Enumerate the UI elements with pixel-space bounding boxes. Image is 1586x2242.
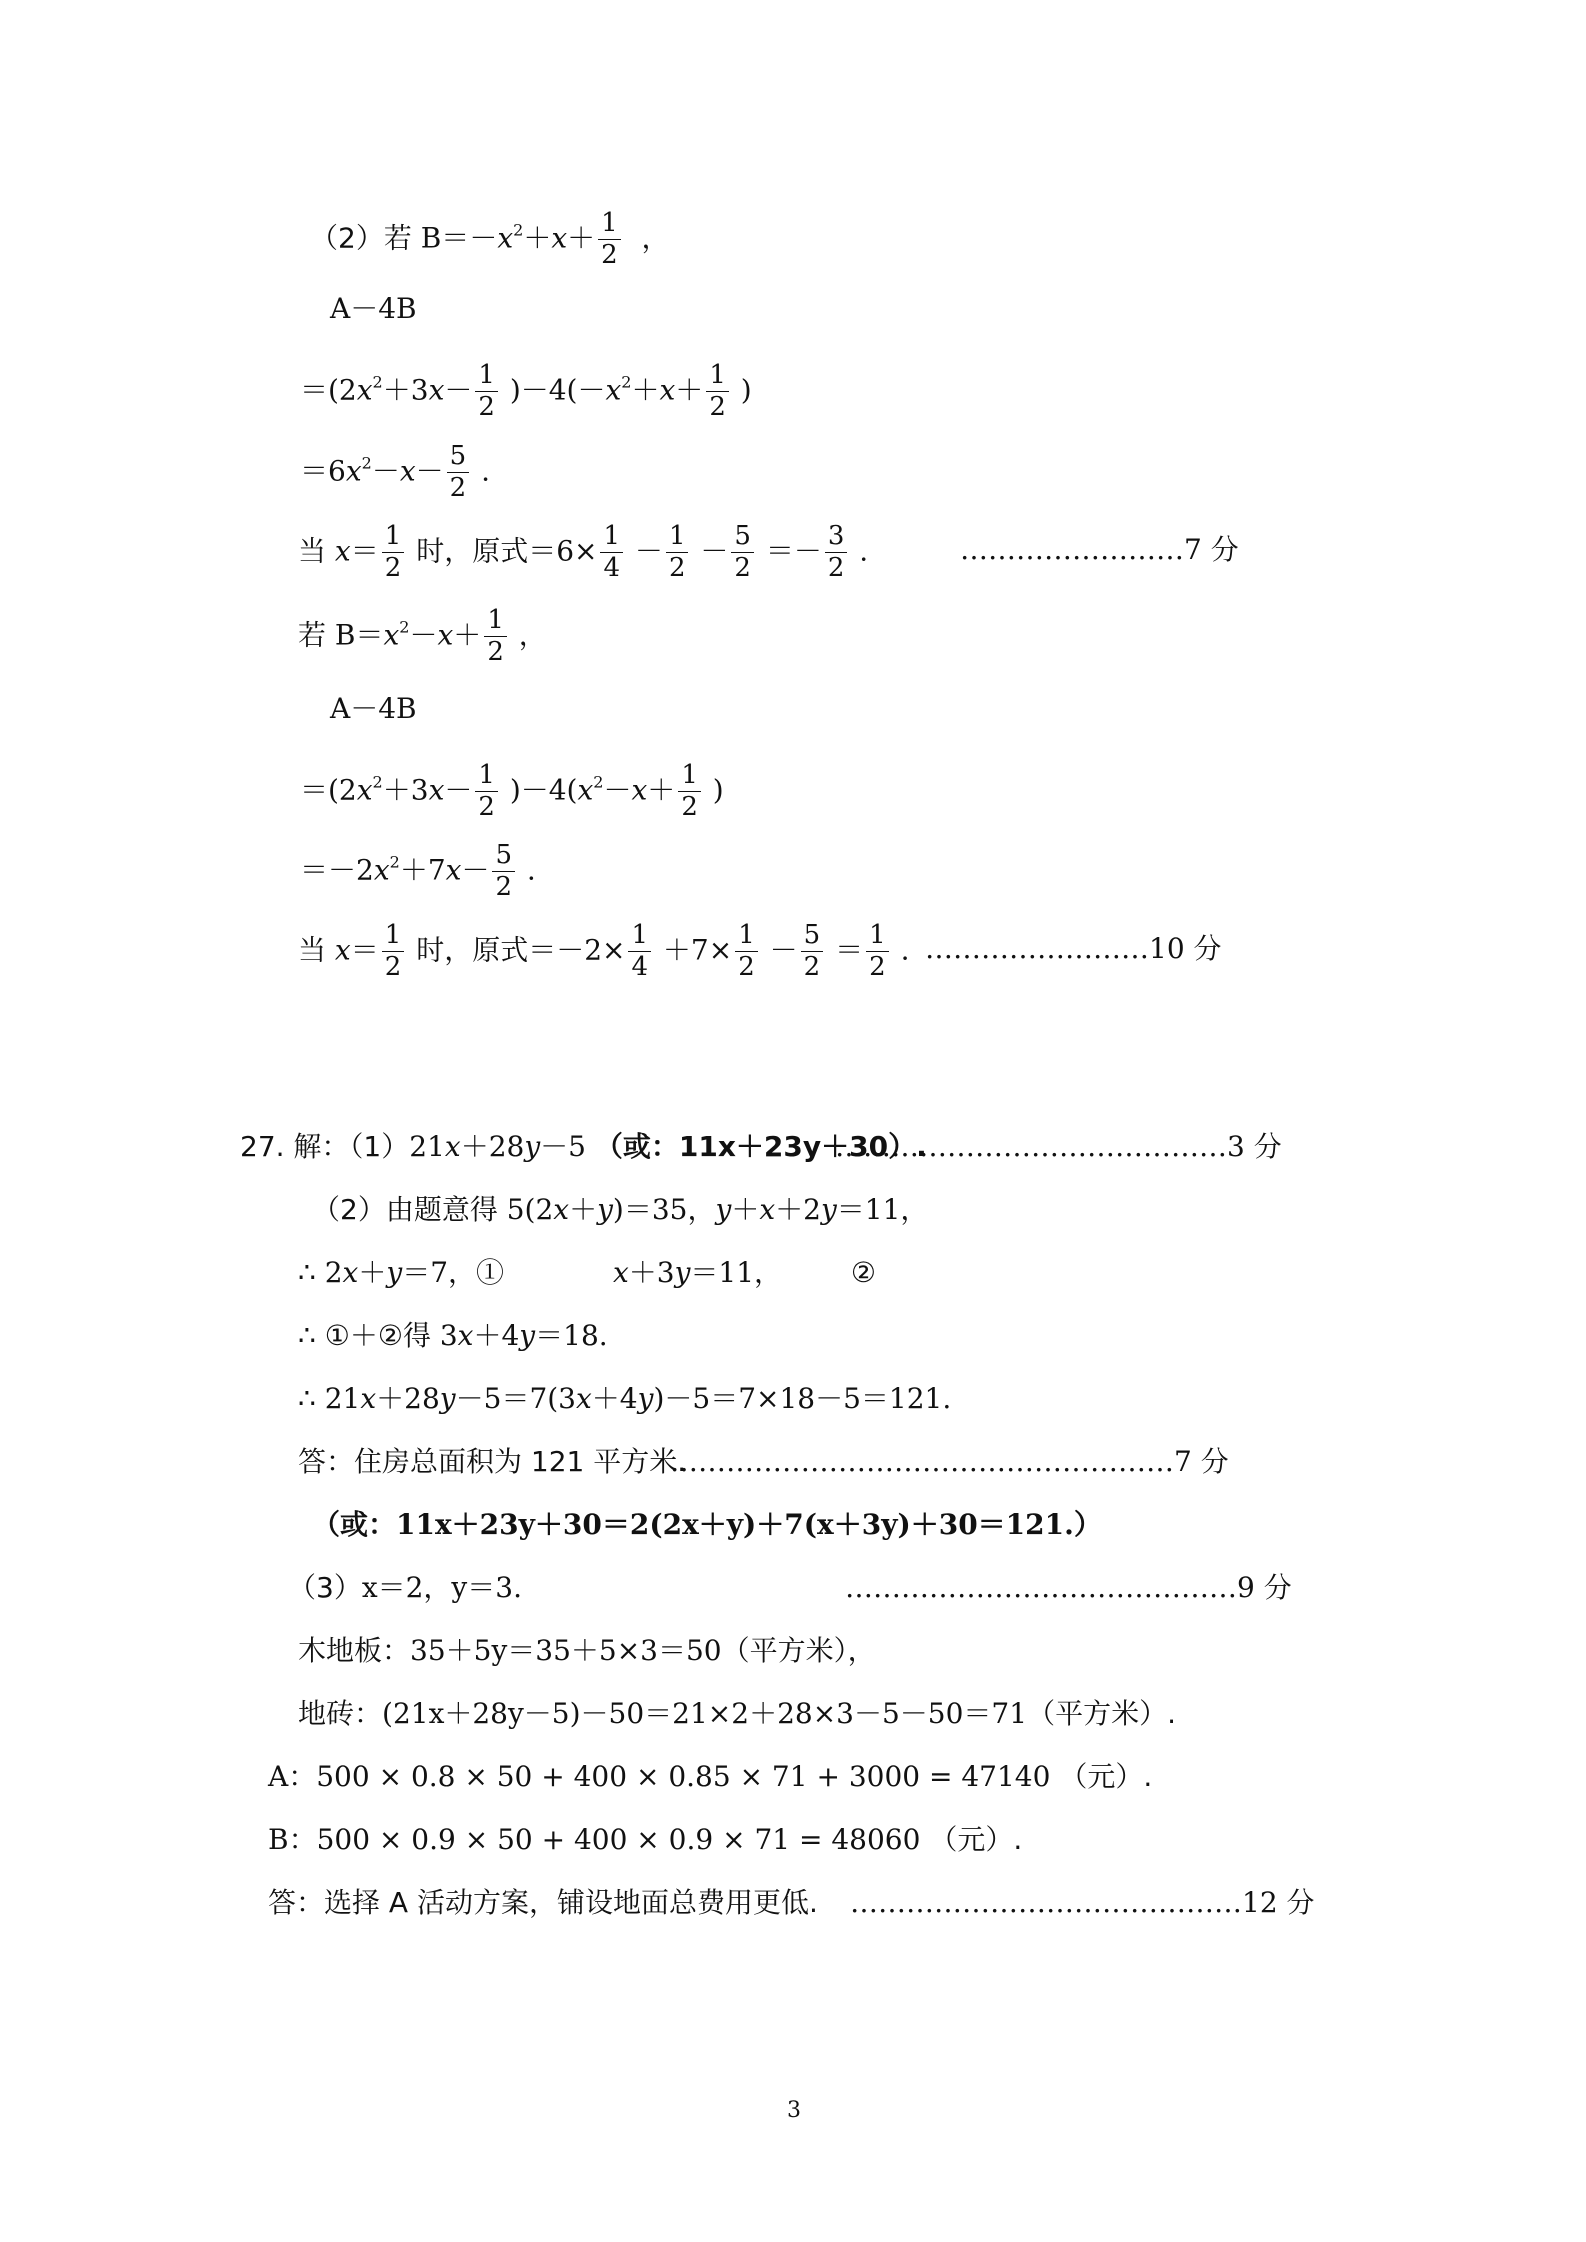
q27-answer-area: 答：住房总面积为 121 平方米. [298,1445,687,1478]
therefore-symbol-2: ∴ [298,1319,316,1352]
tile-expr: (21x＋28y－5)－50＝21×2＋28×3－5－50＝71 [382,1697,1028,1730]
circle-1: ① [476,1256,505,1289]
tile-line [298,1697,1176,1730]
add-label: ①＋②得 [324,1319,431,1352]
case2-b-definition: 若 $B=x^2-x+$ $\frac{1}{2}$ ， [298,605,547,668]
wood-floor-line [298,1634,876,1667]
plan-b-unit: （元）. [929,1823,1023,1856]
case2-step1: $=(2x^2+3x-$ $\frac{1}{2}$ )$-4(x^2-x+$ $\frac{1}{2}$ ) [300,760,724,823]
plan-b-line [268,1823,1023,1856]
plan-a-expr: 500 × 0.8 × 50 + 400 × 0.85 × 71 + 3000 = 47140 [316,1760,1051,1793]
final-answer: 答：选择 A 活动方案，铺设地面总费用更低. [268,1886,818,1919]
score-9: ……………………………………9 分 [845,1571,1292,1604]
b-eq: B＝ [420,221,470,255]
case2-step2: $=-2x^2+7x-$ $\frac{5}{2}$ . [300,840,536,903]
plan-b-expr: 500 × 0.9 × 50 + 400 × 0.9 × 71 = 48060 [316,1823,921,1856]
case2-a4b: A－4B [330,692,417,725]
score-7-q27: ………………………………………………7 分 [670,1445,1229,1478]
therefore-symbol-3: ∴ [298,1382,316,1415]
q27-head: 27. 解：（1） [240,1130,410,1163]
therefore-symbol: ∴ [298,1256,316,1289]
score-3: ……………………………………3 分 [835,1130,1282,1163]
when-label: 当 [298,534,327,568]
plan-b-label: B： [268,1823,317,1856]
when-label-2: 当 [298,933,327,967]
wood-expr: 35＋5y＝35＋5×3＝50 [410,1634,722,1667]
score-7-part2: ……………………7 分 [960,533,1239,566]
plan-a-label: A： [268,1760,317,1793]
q27-part1-alt: （或：11x＋23y＋30）. [594,1130,927,1163]
part3-values: x＝2，y＝3. [361,1571,522,1604]
tile-unit: （平方米）. [1027,1697,1176,1730]
circle-2: ② [850,1256,877,1289]
case1-b-definition: （2）若 $B=-x^2+x+$ $\frac{1}{2}$ ， [310,208,670,271]
score-12: ……………………………………12 分 [850,1886,1315,1919]
q27-add: ∴ ①＋②得 3x＋4y＝18. [298,1319,608,1352]
case2-label: 若 [298,618,327,652]
score-10-part2: ……………………10 分 [925,932,1222,965]
case1-step2: $=6x^2-x-$ $\frac{5}{2}$ . [300,441,490,504]
plan-a-unit: （元）. [1059,1760,1153,1793]
q27-part3-head: （3） [288,1571,362,1604]
plan-a-line [268,1760,1153,1793]
q27-alt-line: （或：11x＋23y＋30＝2(2x＋y)＋7(x＋3y)＋30＝121.） [312,1508,1102,1541]
case1-step1: $=(2x^2+3x-$ $\frac{1}{2}$ )$-4(-x^2+x+$ $\frac{1}{2}$ ) [300,360,752,423]
q27-part2-condition: （2）由题意得 5(2x＋y)＝35，y＋x＋2y＝11， [312,1193,929,1226]
q27-compute: ∴ 21x＋28y－5＝7(3x＋4y)－5＝7×18－5＝121. [298,1382,952,1415]
then-label-2: 时，原式＝ [416,933,557,967]
case1-label: （2）若 [310,221,412,255]
case1-evaluation: 当 x＝ $\frac{1}{2}$ 时，原式＝6× $\frac{1}{4}$ － $\frac{1}{2}$ － $\frac{5}{2}$ ＝－ $\frac{3}{2}$ . [298,521,869,584]
case1-a4b: A－4B [330,292,417,325]
q27-equations: ∴ 2x＋y＝7，① x＋3y＝11， ② [298,1256,877,1289]
q27-part1: 27. 解：（1）21x＋28y－5 （或：11x＋23y＋30）. [240,1130,927,1163]
case2-evaluation: 当 x＝ $\frac{1}{2}$ 时，原式＝－2× $\frac{1}{4}$ ＋7× $\frac{1}{2}$ － $\frac{5}{2}$ ＝ $\frac{1}{2}$ . [298,920,910,983]
wood-label: 木地板： [298,1634,411,1667]
tile-label: 地砖： [298,1697,383,1730]
page-number: 3 [787,2098,801,2123]
q27-part3 [288,1571,522,1604]
wood-unit: （平方米）， [721,1634,876,1667]
q27-part2-head: （2）由题意得 [312,1193,498,1226]
then-label: 时，原式＝ [416,534,557,568]
